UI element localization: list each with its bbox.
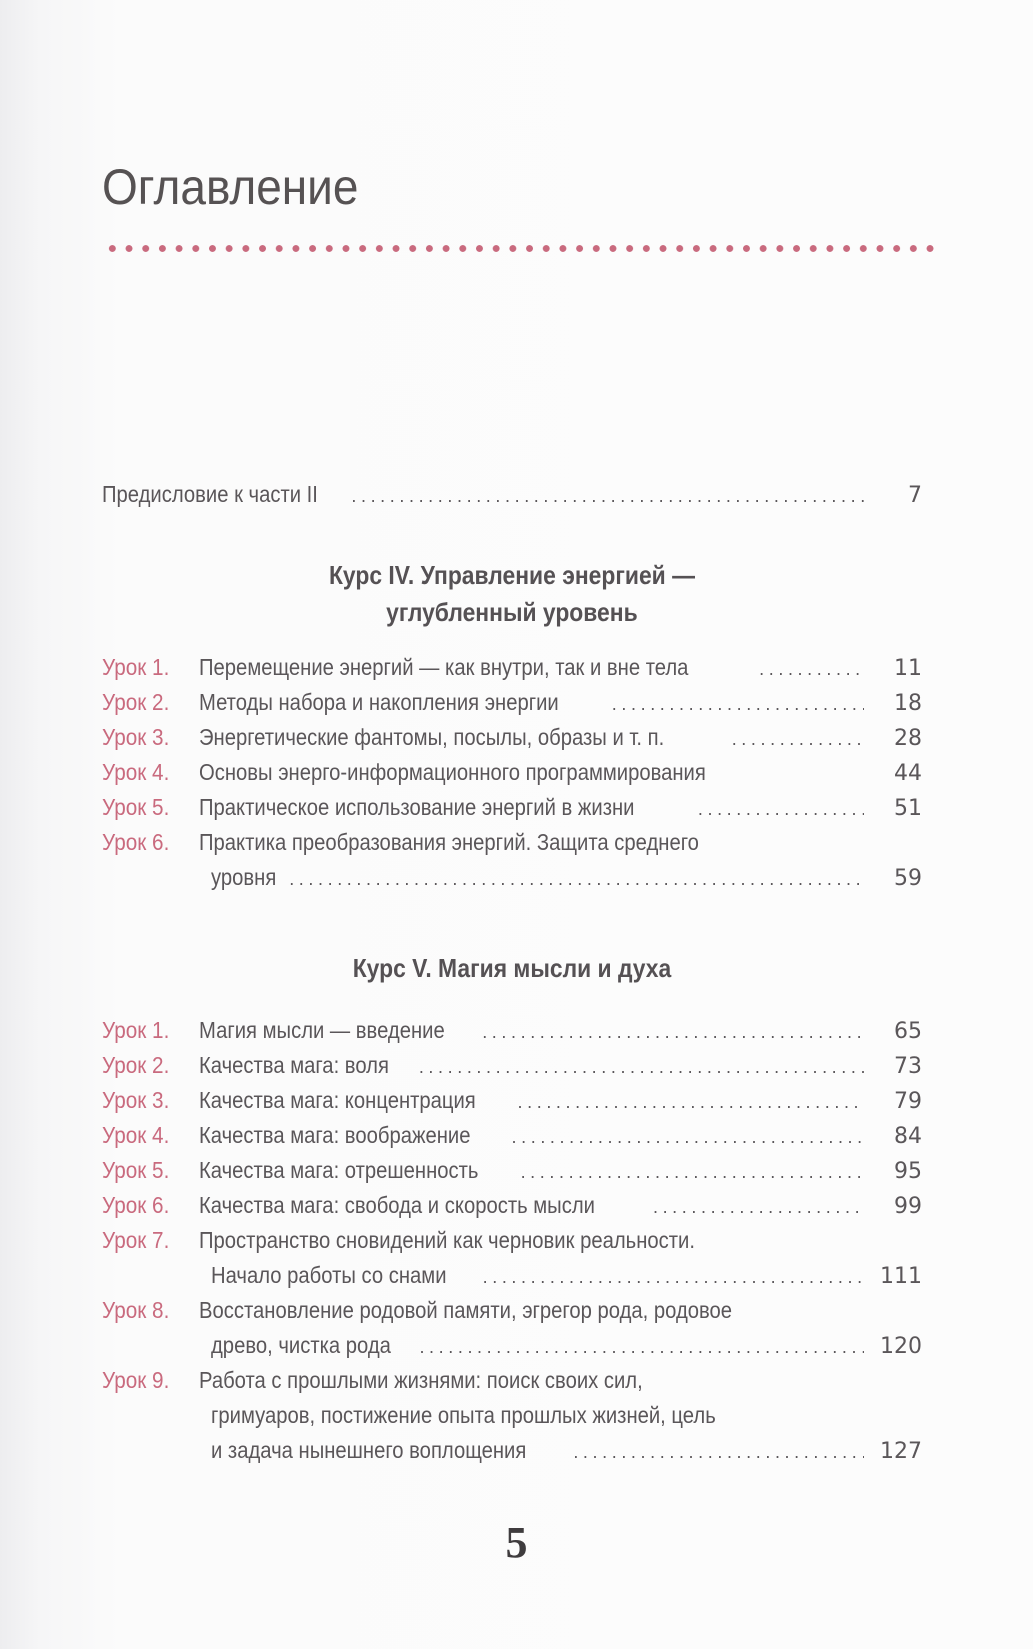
entry-page: 44 <box>894 761 922 786</box>
dot-leader <box>351 479 864 514</box>
entry-page: 99 <box>894 1194 922 1219</box>
dot-leader <box>289 862 864 897</box>
course-heading-line: Курс V. Магия мысли и духа <box>352 953 672 983</box>
entry-title: Качества мага: воля <box>199 1052 389 1078</box>
toc-entry-v-2[interactable] <box>102 1048 922 1083</box>
entry-title: Магия мысли — введение <box>199 1017 445 1043</box>
lesson-number: Урок 1. <box>102 1017 170 1043</box>
dotted-divider <box>104 244 936 253</box>
toc-entry-iv-6[interactable] <box>102 825 922 895</box>
entry-page: 28 <box>894 726 922 751</box>
entry-page: 59 <box>894 866 922 891</box>
entry-page: 51 <box>894 796 922 821</box>
toc-entry-iv-5[interactable] <box>102 790 922 825</box>
lesson-number: Урок 1. <box>102 654 170 680</box>
lesson-number: Урок 7. <box>102 1227 170 1253</box>
dot-leader <box>698 792 864 827</box>
dot-leader <box>512 1120 864 1155</box>
entry-page: 111 <box>880 1264 922 1289</box>
entry-title: Качества мага: отрешенность <box>199 1157 479 1183</box>
entry-page: 73 <box>894 1054 922 1079</box>
entry-title-continued: древо, чистка рода <box>211 1332 391 1358</box>
dot-leader <box>612 687 864 722</box>
course-heading-v <box>102 950 922 987</box>
dot-leader <box>573 1435 864 1470</box>
entry-title: Работа с прошлыми жизнями: поиск своих сил, <box>199 1367 643 1393</box>
toc-entry-v-3[interactable] <box>102 1083 922 1118</box>
entry-title: Основы энерго-информационного программирования <box>199 759 706 785</box>
dot-leader <box>419 1050 864 1085</box>
entry-page: 79 <box>894 1089 922 1114</box>
lesson-number: Урок 6. <box>102 829 170 855</box>
lesson-number: Урок 4. <box>102 759 170 785</box>
lesson-number: Урок 4. <box>102 1122 170 1148</box>
entry-page: 18 <box>894 691 922 716</box>
course-heading-line: Курс IV. Управление энергией — <box>328 560 696 590</box>
dot-leader <box>759 652 864 687</box>
entry-title: Практическое использование энергий в жизни <box>199 794 635 820</box>
toc-entry-v-9[interactable] <box>102 1363 922 1468</box>
lesson-number: Урок 5. <box>102 1157 170 1183</box>
dot-leader <box>521 1155 864 1190</box>
dot-leader <box>653 1190 864 1225</box>
toc-entry-iv-1[interactable] <box>102 650 922 685</box>
entry-title: Восстановление родовой памяти, эгрегор рода, родовое <box>199 1297 733 1323</box>
lesson-number: Урок 2. <box>102 689 170 715</box>
entry-title-continued: Начало работы со снами <box>211 1262 447 1288</box>
toc-entry-v-6[interactable] <box>102 1188 922 1223</box>
lesson-number: Урок 3. <box>102 1087 170 1113</box>
lesson-number: Урок 2. <box>102 1052 170 1078</box>
entry-page: 95 <box>894 1159 922 1184</box>
dot-leader <box>482 1015 864 1050</box>
entry-title: Предисловие к части II <box>102 481 318 507</box>
toc-entry-iv-2[interactable] <box>102 685 922 720</box>
dot-leader <box>419 1330 864 1365</box>
lesson-number: Урок 6. <box>102 1192 170 1218</box>
entry-title-continued: гримуаров, постижение опыта прошлых жизней, цель <box>211 1402 716 1428</box>
entry-title: Перемещение энергий — как внутри, так и вне тела <box>199 654 689 680</box>
entry-title: Пространство сновидений как черновик реальности. <box>199 1227 695 1253</box>
course-heading-iv <box>102 557 922 631</box>
dot-leader <box>732 722 864 757</box>
dot-leader <box>483 1260 864 1295</box>
course-heading-line: углубленный уровень <box>386 597 638 627</box>
toc-entry-v-4[interactable] <box>102 1118 922 1153</box>
dot-leader <box>518 1085 864 1120</box>
entry-page: 84 <box>894 1124 922 1149</box>
entry-page: 65 <box>894 1019 922 1044</box>
lesson-number: Урок 8. <box>102 1297 170 1323</box>
entry-title: Качества мага: концентрация <box>199 1087 476 1113</box>
lesson-number: Урок 5. <box>102 794 170 820</box>
page-number: 5 <box>505 1518 528 1567</box>
toc-entry-preface[interactable] <box>102 477 922 512</box>
toc-entry-v-1[interactable] <box>102 1013 922 1048</box>
entry-title: Качества мага: свобода и скорость мысли <box>199 1192 595 1218</box>
page-title: Оглавление <box>102 159 359 215</box>
entry-title-continued: уровня <box>211 864 277 890</box>
entry-page: 127 <box>880 1439 922 1464</box>
entry-title: Качества мага: воображение <box>199 1122 471 1148</box>
entry-title: Практика преобразования энергий. Защита среднего <box>199 829 699 855</box>
entry-page: 11 <box>894 656 922 681</box>
lesson-number: Урок 9. <box>102 1367 170 1393</box>
toc-entry-iv-3[interactable] <box>102 720 922 755</box>
toc-entry-v-8[interactable] <box>102 1293 922 1363</box>
entry-page: 120 <box>880 1334 922 1359</box>
lesson-number: Урок 3. <box>102 724 170 750</box>
entry-title: Методы набора и накопления энергии <box>199 689 559 715</box>
toc-entry-iv-4[interactable] <box>102 755 922 790</box>
entry-page: 7 <box>908 483 922 508</box>
entry-title-continued: и задача нынешнего воплощения <box>211 1437 527 1463</box>
toc-entry-v-5[interactable] <box>102 1153 922 1188</box>
toc-entry-v-7[interactable] <box>102 1223 922 1293</box>
entry-title: Энергетические фантомы, посылы, образы и т. п. <box>199 724 665 750</box>
